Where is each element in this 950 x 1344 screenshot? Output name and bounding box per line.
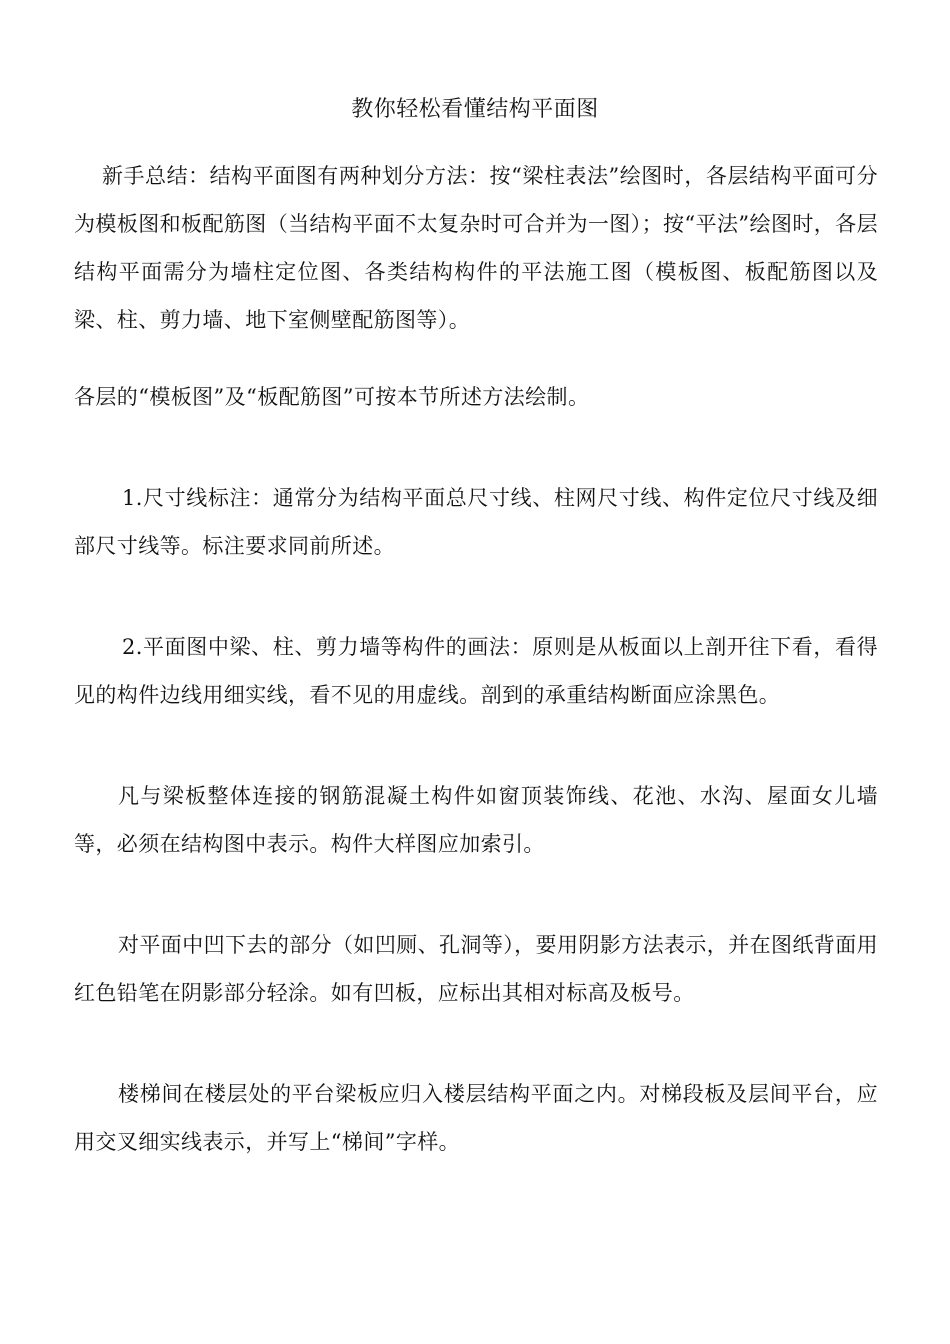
paragraph-recessed-parts: 对平面中凹下去的部分（如凹厕、孔洞等），要用阴影方法表示，并在图纸背面用红色铅笔在阴影部分轻涂。如有凹板，应标出其相对标高及板号。 xyxy=(74,933,878,1005)
paragraph-dimension-lines: 1.尺寸线标注：通常分为结构平面总尺寸线、柱网尺寸线、构件定位尺寸线及细部尺寸线等。标注要求同前所述。 xyxy=(74,486,878,558)
paragraph-integral-members: 凡与梁板整体连接的钢筋混凝土构件如窗顶装饰线、花池、水沟、屋面女儿墙等，必须在结构图中表示。构件大样图应加索引。 xyxy=(74,784,878,856)
paragraph-summary: 新手总结：结构平面图有两种划分方法：按“梁柱表法”绘图时，各层结构平面可分为模板图和板配筋图（当结构平面不太复杂时可合并为一图）；按“平法”绘图时，各层结构平面需分为墙柱定位图、各类结构构件的平法施工图（模板图、板配筋图以及梁、柱、剪力墙、地下室侧壁配筋图等）。 xyxy=(74,164,878,332)
document-title: 教你轻松看懂结构平面图 xyxy=(351,97,599,122)
paragraph-member-drawing: 2.平面图中梁、柱、剪力墙等构件的画法：原则是从板面以上剖开往下看，看得见的构件边线用细实线，看不见的用虚线。剖到的承重结构断面应涂黑色。 xyxy=(74,635,878,707)
paragraph-stairwell: 楼梯间在楼层处的平台梁板应归入楼层结构平面之内。对梯段板及层间平台，应用交叉细实线表示，并写上“梯间”字样。 xyxy=(74,1082,878,1154)
paragraph-each-floor: 各层的“模板图”及“板配筋图”可按本节所述方法绘制。 xyxy=(74,385,590,409)
